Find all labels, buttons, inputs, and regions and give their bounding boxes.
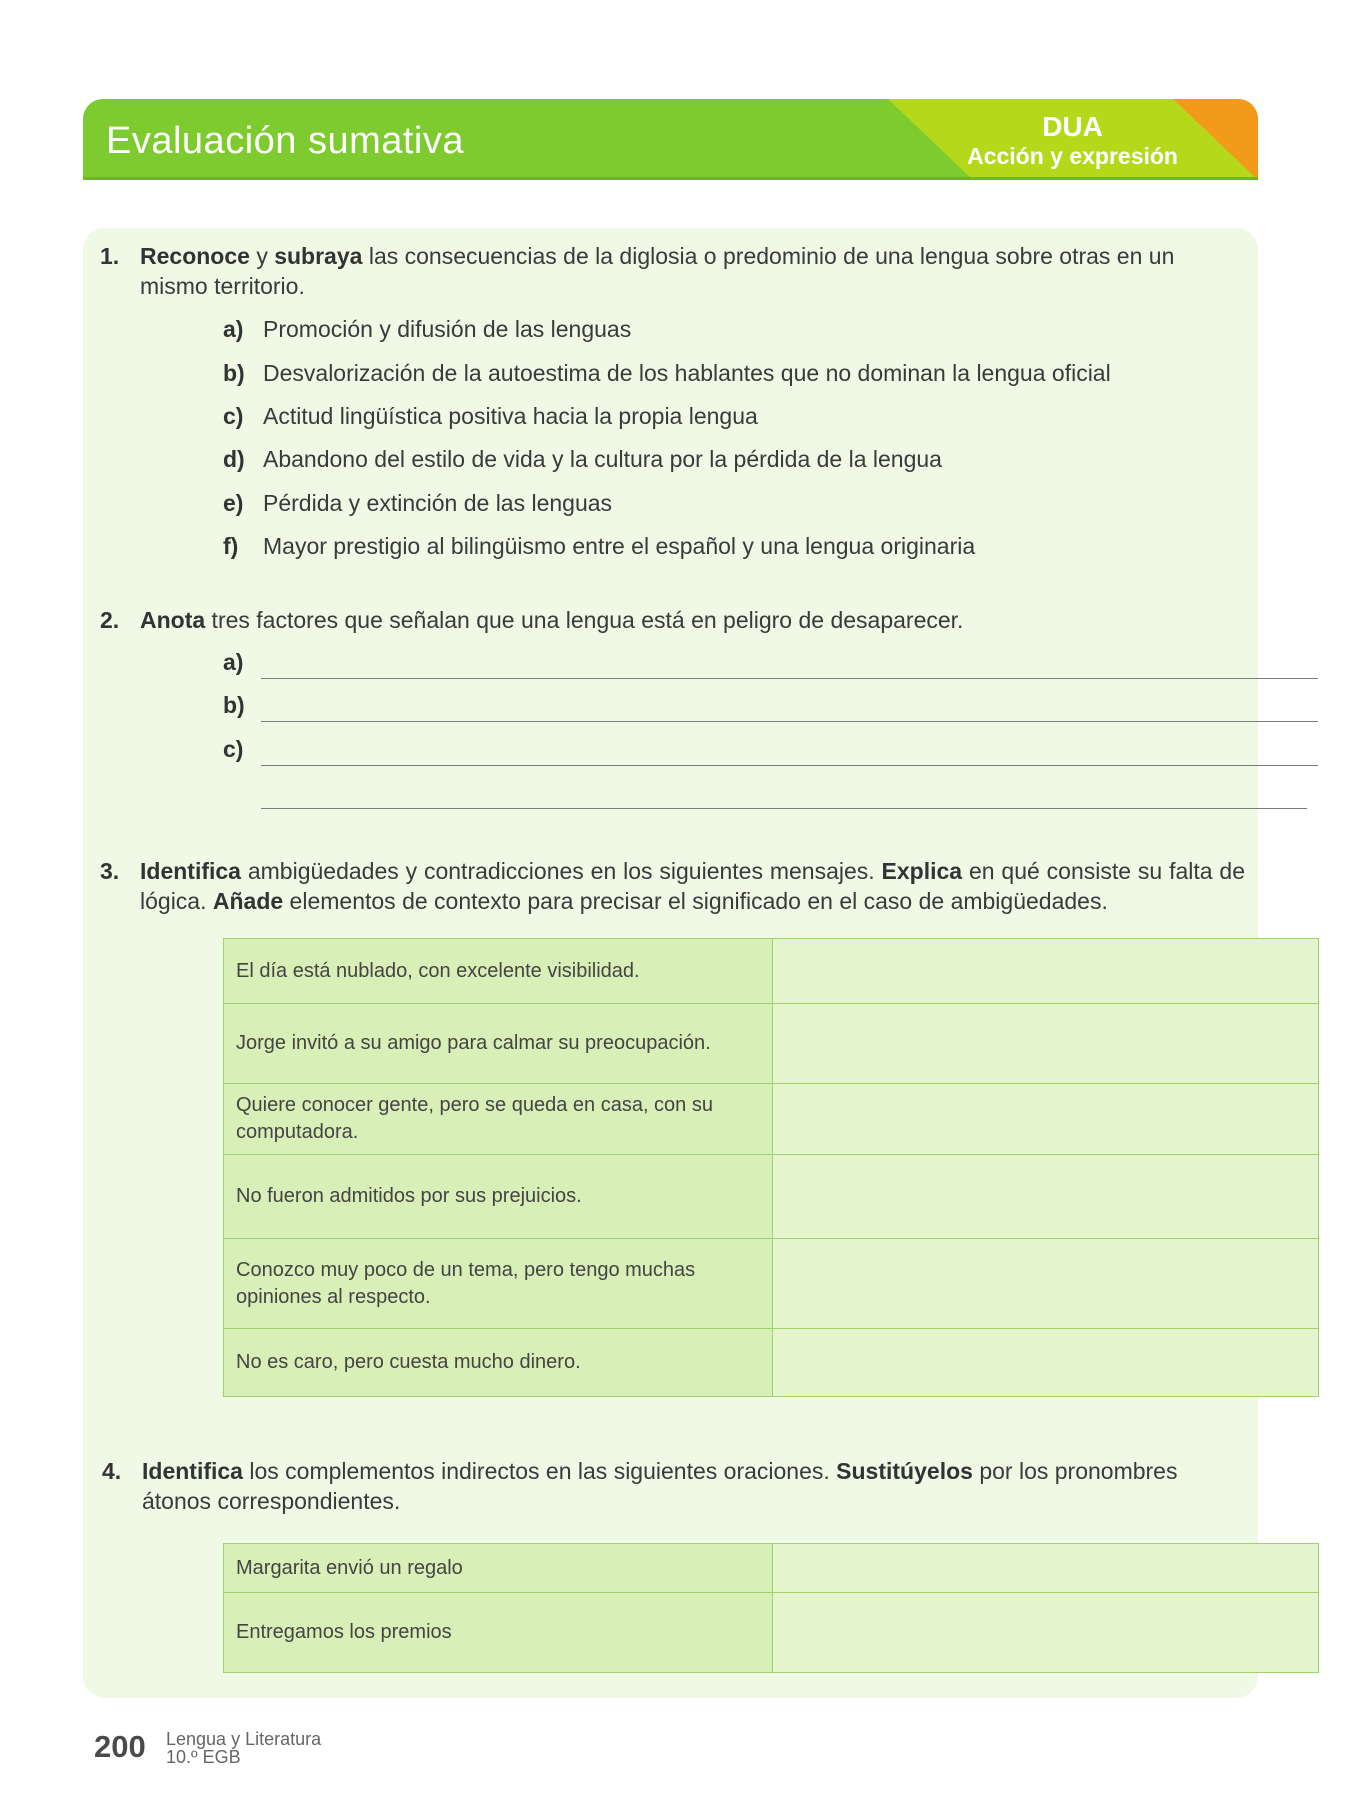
question-number: 4. [102,1458,122,1484]
answer-line-c[interactable] [223,736,1318,766]
question-4 [102,1456,1245,1518]
answer-rule[interactable] [261,721,1318,722]
answer-cell[interactable] [773,1239,1319,1329]
answer-rule[interactable] [261,765,1318,766]
page-title: Evaluación sumativa [106,120,465,162]
dua-label: DUA [1042,111,1103,142]
answer-line-b[interactable] [223,692,1318,722]
grade-label: 10.º EGB [166,1747,241,1767]
question-rest: elementos de contexto para precisar el significado en el caso de ambigüedades. [283,888,1108,914]
table-row [224,1004,1319,1084]
option-text[interactable]: Mayor prestigio al bilingüismo entre el español y una lengua originaria [263,533,976,559]
option-e[interactable] [223,488,612,518]
question-text [140,605,1245,635]
answer-rule-extra[interactable] [261,808,1307,809]
answer-letter: a) [223,649,244,675]
sentence-cell: Entregamos los premios [224,1593,773,1673]
sentence-cell: Jorge invitó a su amigo para calmar su preocupación. [224,1004,773,1084]
question-2 [100,605,1245,637]
sentence-cell: Margarita envió un regalo [224,1544,773,1593]
question-rest: en qué consiste su falta de lógica. [140,858,1245,914]
question-text [140,241,1245,301]
question-rest: tres factores que señalan que una lengua está en peligro de desaparecer. [205,607,964,633]
option-text[interactable]: Pérdida y extinción de las lenguas [263,490,613,516]
question-verb: Identifica [140,858,241,884]
question-verb: subraya [274,243,363,269]
answer-rule[interactable] [261,678,1318,679]
question-3 [100,856,1245,918]
pronoun-table [223,1543,1319,1673]
footer-subject [166,1730,321,1766]
question-number: 3. [100,858,120,884]
dua-badge [967,113,1178,171]
answer-cell[interactable] [773,1155,1319,1239]
question-number: 2. [100,607,120,633]
option-letter: f) [223,533,239,559]
option-c[interactable] [223,401,758,431]
question-rest: los complementos indirectos en las siguientes oraciones. [242,1458,837,1484]
table-row [224,1593,1319,1673]
subject-name: Lengua y Literatura [166,1729,322,1749]
header-banner [83,99,1258,180]
sentence-cell: No es caro, pero cuesta mucho dinero. [224,1329,773,1397]
table-row [224,1239,1319,1329]
answer-cell[interactable] [773,1544,1319,1593]
table-row [224,1084,1319,1155]
question-rest: por los pronombres átonos correspondientes. [142,1458,1178,1514]
answer-cell[interactable] [773,1084,1319,1155]
answer-cell[interactable] [773,1329,1319,1397]
option-letter: b) [223,360,245,386]
sentence-cell: El día está nublado, con excelente visibilidad. [224,939,773,1004]
question-verb: Reconoce [140,243,250,269]
table-row [224,1329,1319,1397]
dua-subtitle: Acción y expresión [967,143,1178,169]
content-panel [83,228,1258,1698]
question-verb: Identifica [142,1458,243,1484]
option-a[interactable] [223,314,631,344]
sentence-cell: Quiere conocer gente, pero se queda en casa, con su computadora. [224,1084,773,1155]
table-row [224,1544,1319,1593]
option-d[interactable] [223,444,942,474]
ambiguity-table [223,938,1319,1397]
option-letter: e) [223,490,244,516]
question-verb: Explica [881,858,963,884]
question-verb: Sustitúyelos [836,1458,973,1484]
question-connector: y [249,243,275,269]
page-number: 200 [94,1729,146,1764]
answer-cell[interactable] [773,1593,1319,1673]
question-rest: ambigüedades y contradicciones en los siguientes mensajes. [240,858,882,884]
option-text[interactable]: Desvalorización de la autoestima de los hablantes que no dominan la lengua oficial [263,360,1111,386]
question-number: 1. [100,243,120,269]
answer-cell[interactable] [773,939,1319,1004]
question-verb: Anota [140,607,206,633]
sentence-cell: Conozco muy poco de un tema, pero tengo muchas opiniones al respecto. [224,1239,773,1329]
sentence-cell: No fueron admitidos por sus prejuicios. [224,1155,773,1239]
table-row [224,939,1319,1004]
option-letter: c) [223,403,244,429]
answer-cell[interactable] [773,1004,1319,1084]
option-f[interactable] [223,531,975,561]
answer-letter: c) [223,736,244,762]
table-row [224,1155,1319,1239]
answer-letter: b) [223,692,245,718]
option-text[interactable]: Actitud lingüística positiva hacia la propia lengua [263,403,758,429]
option-letter: a) [223,316,244,342]
question-rest: las consecuencias de la diglosia o predominio de una lengua sobre otras en un mismo territorio. [140,243,1175,299]
question-1 [100,241,1245,303]
question-verb: Añade [212,888,284,914]
option-text[interactable]: Abandono del estilo de vida y la cultura por la pérdida de la lengua [263,446,942,472]
option-b[interactable] [223,358,1111,388]
answer-line-a[interactable] [223,649,1318,679]
question-text [140,856,1245,916]
question-text [142,1456,1245,1516]
option-text[interactable]: Promoción y difusión de las lenguas [263,316,632,342]
option-letter: d) [223,446,245,472]
